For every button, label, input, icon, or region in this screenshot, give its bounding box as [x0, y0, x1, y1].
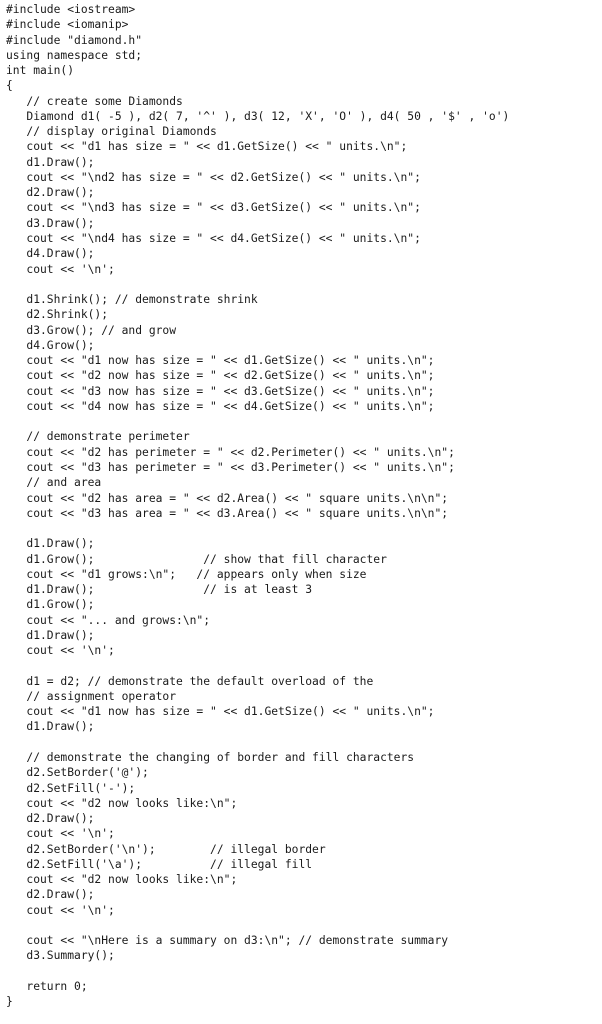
code-line: } [6, 995, 13, 1009]
code-line: d2.Draw(); [6, 888, 95, 902]
code-listing [6, 2, 598, 1010]
code-line: d1.Shrink(); // demonstrate shrink [6, 293, 258, 307]
code-line: d1.Draw(); [6, 720, 95, 734]
code-line: d2.Shrink(); [6, 308, 109, 322]
code-line: cout << '\n'; [6, 827, 115, 841]
code-line: cout << "d2 has perimeter = " << d2.Perimeter() << " units.\n"; [6, 445, 455, 459]
code-line: d4.Grow(); [6, 338, 95, 352]
code-line: // and area [6, 476, 102, 490]
code-line: d1.Draw(); [6, 628, 95, 642]
code-line: { [6, 79, 13, 93]
code-line: // display original Diamonds [6, 125, 217, 139]
code-line: // create some Diamonds [6, 94, 183, 108]
code-line: cout << "d3 now has size = " << d3.GetSize() << " units.\n"; [6, 384, 435, 398]
code-line: d3.Draw(); [6, 216, 95, 230]
code-line: d2.SetFill('-'); [6, 781, 136, 795]
code-line: d3.Grow(); // and grow [6, 323, 177, 337]
code-line: d1.Draw(); // is at least 3 [6, 583, 313, 597]
code-line: d4.Draw(); [6, 247, 95, 261]
code-line: cout << '\n'; [6, 903, 115, 917]
code-line [6, 964, 598, 979]
code-line: #include <iostream> [6, 3, 136, 16]
code-line [6, 414, 598, 429]
code-line [6, 277, 598, 292]
code-line: cout << "d2 now looks like:\n"; [6, 796, 238, 810]
code-line: cout << "d2 now looks like:\n"; [6, 873, 238, 887]
code-line: #include "diamond.h" [6, 33, 143, 47]
code-line: d3.Summary(); [6, 949, 115, 963]
code-line: // assignment operator [6, 689, 177, 703]
code-line: cout << '\n'; [6, 644, 115, 658]
code-line: cout << "d1 has size = " << d1.GetSize() << " units.\n"; [6, 140, 408, 154]
code-line: cout << '\n'; [6, 262, 115, 276]
code-line [6, 658, 598, 673]
code-line: d2.SetBorder('@'); [6, 766, 149, 780]
code-line: d2.SetBorder('\n'); // illegal border [6, 842, 326, 856]
code-line: return 0; [6, 980, 88, 993]
code-line: cout << "d3 has perimeter = " << d3.Perimeter() << " units.\n"; [6, 460, 455, 474]
code-line: d1.Grow(); // show that fill character [6, 552, 387, 566]
code-line: // demonstrate the changing of border and fill characters [6, 751, 415, 765]
code-line: cout << "\nd3 has size = " << d3.GetSize() << " units.\n"; [6, 201, 421, 215]
code-line: cout << "d2 now has size = " << d2.GetSize() << " units.\n"; [6, 369, 435, 383]
code-line: cout << "\nHere is a summary on d3:\n"; // demonstrate summary [6, 934, 449, 948]
code-line: cout << "\nd2 has size = " << d2.GetSize() << " units.\n"; [6, 170, 421, 184]
code-line: d1.Draw(); [6, 155, 95, 169]
code-line: cout << "d1 grows:\n"; // appears only when size [6, 567, 367, 581]
code-line: d2.Draw(); [6, 186, 95, 200]
code-line: cout << "\nd4 has size = " << d4.GetSize() << " units.\n"; [6, 231, 421, 245]
code-line [6, 521, 598, 536]
code-line: #include <iomanip> [6, 18, 129, 32]
code-line: cout << "d2 has area = " << d2.Area() << " square units.\n\n"; [6, 491, 449, 505]
code-line: cout << "... and grows:\n"; [6, 613, 211, 627]
code-line: Diamond d1( -5 ), d2( 7, '^' ), d3( 12, 'X', 'O' ), d4( 50 , '$' , 'o') [6, 109, 510, 123]
code-line: d1.Grow(); [6, 598, 95, 612]
code-line: d1 = d2; // demonstrate the default overload of the [6, 674, 374, 688]
code-line: cout << "d1 now has size = " << d1.GetSize() << " units.\n"; [6, 705, 435, 719]
code-line: using namespace std; [6, 48, 143, 62]
code-line: // demonstrate perimeter [6, 430, 190, 444]
code-line: d1.Draw(); [6, 537, 95, 551]
code-line [6, 918, 598, 933]
code-line: cout << "d3 has area = " << d3.Area() << " square units.\n\n"; [6, 506, 449, 520]
code-line [6, 735, 598, 750]
code-line: int main() [6, 64, 75, 78]
code-line: d2.SetFill('\a'); // illegal fill [6, 857, 313, 871]
code-line: cout << "d4 now has size = " << d4.GetSize() << " units.\n"; [6, 399, 435, 413]
code-line: d2.Draw(); [6, 812, 95, 826]
code-line: cout << "d1 now has size = " << d1.GetSize() << " units.\n"; [6, 354, 435, 368]
